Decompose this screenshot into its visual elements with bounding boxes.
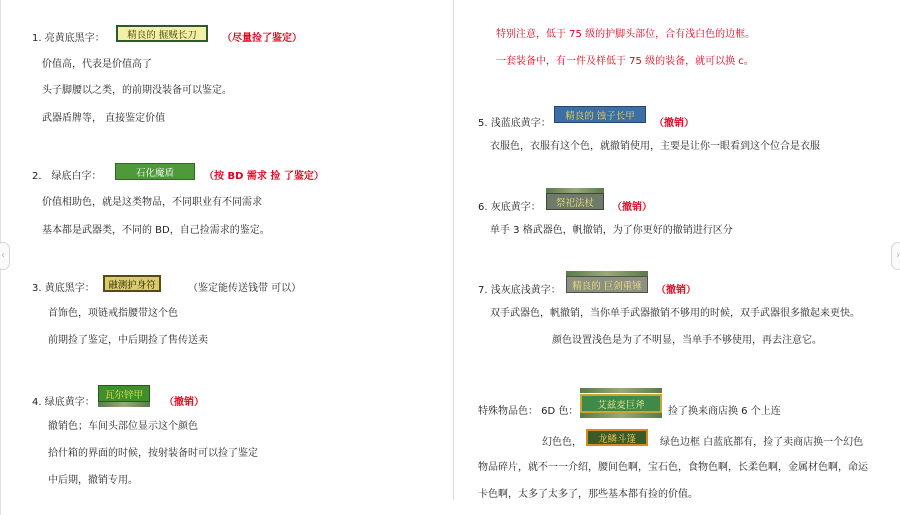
section-2-item-badge: 石化魔盾 [115,163,195,180]
section-1-tag: （尽量捡了鉴定） [222,33,302,44]
section-6-tag: （撤销） [612,202,652,213]
special-items-badge-strip-bottom [580,413,662,418]
section-2-line-1: 价值相助色，就是这类物品，不同职业有不同需求 [42,197,262,208]
section-5-line-1: 衣服色，衣服有这个色，就撤销使用，主要是让你一眼看到这个位合是衣服 [490,141,820,152]
special-items-line-1: 物品碎片，就不一一介绍，腰间色啊，宝石色，食物色啊，长柔色啊，金属材色啊，命运 [478,462,868,473]
special-items-phantom-badge: 龙鳞斗篷 [586,429,648,446]
section-7-item-badge: 精良的 巨剑重锤 [566,276,648,293]
special-note-line-2: 一套装备中，有一件及样低于 75 级的装备，就可以换 c。 [496,56,754,67]
special-items-line-2: 卡色啊，太多了太多了，那些基本都有捡的价值。 [478,489,698,500]
section-3-line-1: 首饰色，项链戒指腰带这个色 [48,308,178,319]
section-2-tag: （按 BD 需求 捡 了鉴定） [204,171,324,182]
section-4-line-3: 中后期，撤销专用。 [48,475,138,486]
special-items-badge-strip-top [580,388,662,393]
section-7-line-2: 颜色设置浅色是为了不明显，当单手不够使用，再去注意它。 [552,335,822,346]
section-4-line-1: 撤销色；车间头部位显示这个颜色 [48,421,198,432]
section-1-line-3: 武器盾牌等， 直接鉴定价值 [42,113,166,124]
special-note-line-1: 特别注意，低于 75 级的护脚头部位，合有浅白色的边框。 [496,29,756,40]
section-4-title: 4. 绿底黄字： [32,397,95,408]
section-4-badge-strip [98,402,150,407]
section-1-item-badge: 精良的 掘贼长刀 [116,25,208,42]
special-items-lead-2: 幻色色， [542,437,582,448]
section-2-line-2: 基本都是武器类，不同的 BD，自己捡需求的鉴定。 [42,225,270,236]
next-page-arrow-icon[interactable]: › [891,242,900,270]
special-items-6d-badge: 艾兹麦巨斧 [580,394,662,413]
section-3-tag: （鉴定能传送钱带 可以） [188,283,302,294]
section-5-item-badge: 精良的 蚀子长甲 [554,106,646,123]
special-items-lead: 特殊物品色： 6D 色： [478,406,579,417]
section-3-item-badge: 融测护身符 [103,275,161,292]
section-7-line-1: 双手武器色，帆撤销，当你单手武器撤销不够用的时候，双手武器很多撤起来更快。 [490,308,860,319]
section-3-title: 3. 黄底黑字： [32,283,95,294]
section-1-title: 1. 亮黄底黑字： [32,33,105,44]
column-divider [453,0,454,500]
section-4-item-badge: 瓦尔锌甲 [98,385,150,402]
section-4-tag: （撤销） [164,397,204,408]
section-5-title: 5. 浅蓝底黄字： [478,118,551,129]
section-7-tag: （撤销） [656,285,696,296]
special-items-tail-2: 绿色边框 白蓝底都有，捡了卖商店换一个幻色 [660,437,864,448]
section-2-title: 2． 绿底白字： [32,171,102,182]
section-5-tag: （撤销） [654,118,694,129]
section-4-line-2: 拾什箱的界面的时候，按射装备时可以捡了鉴定 [48,448,258,459]
section-6-item-badge: 祭祀法杖 [546,193,604,210]
section-1-line-1: 价值高，代表是价值高了 [42,59,152,70]
prev-page-arrow-icon[interactable]: ‹ [0,242,10,270]
section-7-title: 7. 浅灰底浅黄字： [478,285,561,296]
section-3-line-2: 前期捡了鉴定，中后期捡了售传送卖 [48,335,208,346]
section-6-title: 6. 灰底黄字： [478,202,541,213]
section-1-line-2: 头子脚腰以之类，的前期没装备可以鉴定。 [42,85,232,96]
section-6-line-1: 单手 3 格武器色，帆撤销，为了你更好的撤销进行区分 [490,225,733,236]
special-items-tail: 捡了换来商店换 6 个上连 [668,406,781,417]
